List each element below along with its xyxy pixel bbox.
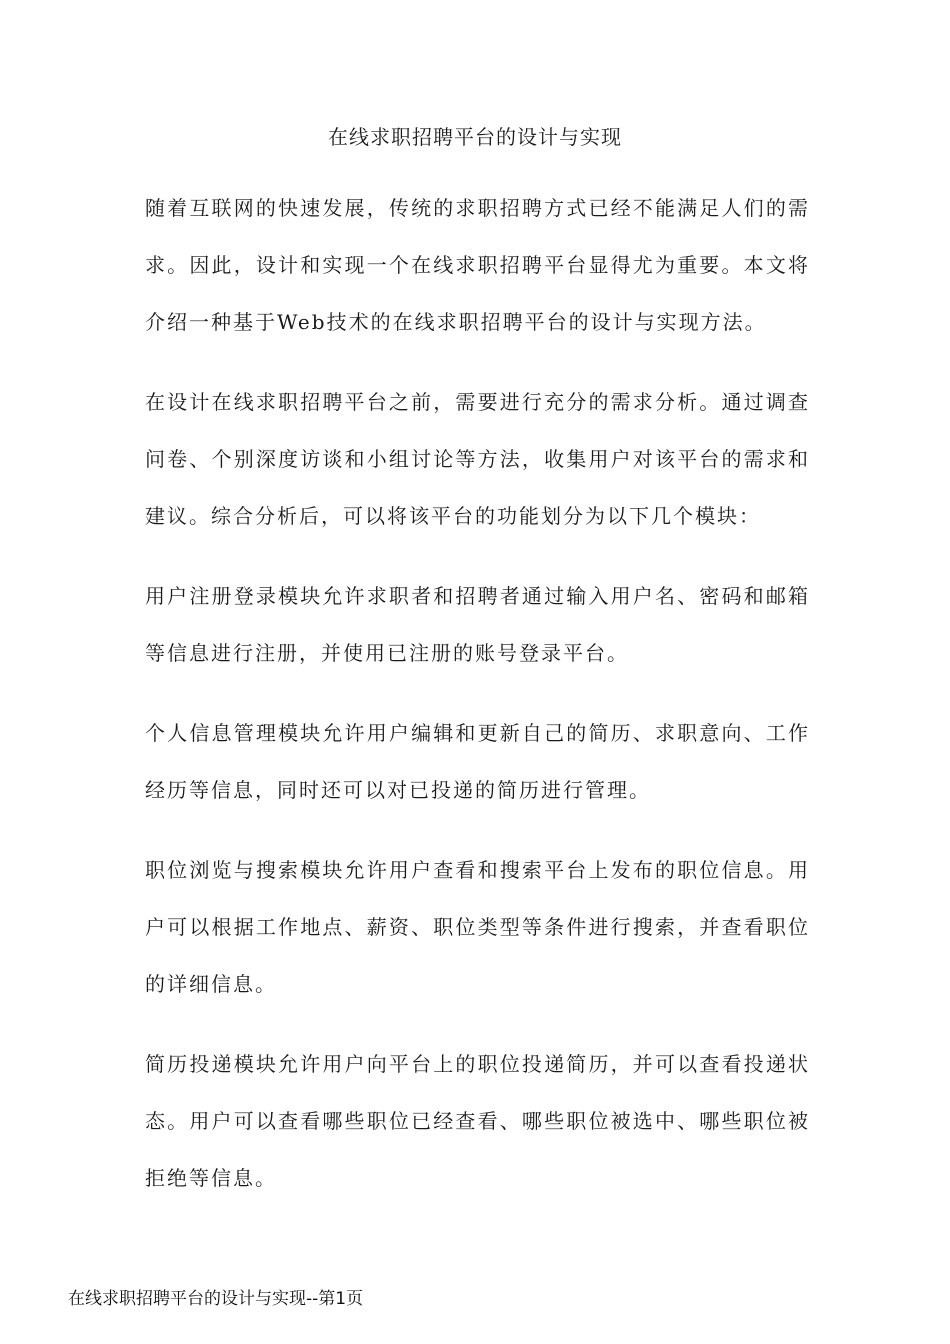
paragraph-search-module: 职位浏览与搜索模块允许用户查看和搜索平台上发布的职位信息。用户可以根据工作地点、薪资、职位类型等条件进行搜索，并查看职位的详细信息。: [145, 858, 810, 996]
document-body: [145, 180, 810, 1230]
paragraph-requirements: 在设计在线求职招聘平台之前，需要进行充分的需求分析。通过调查问卷、个别深度访谈和小组讨论等方法，收集用户对该平台的需求和建议。综合分析后，可以将该平台的功能划分为以下几个模块：: [145, 390, 810, 528]
page-footer: 在线求职招聘平台的设计与实现--第1页: [68, 1289, 364, 1309]
paragraph-profile-module: 个人信息管理模块允许用户编辑和更新自己的简历、求职意向、工作经历等信息，同时还可以对已投递的简历进行管理。: [145, 721, 810, 802]
document-title: 在线求职招聘平台的设计与实现: [328, 125, 622, 149]
paragraph-intro: 随着互联网的快速发展，传统的求职招聘方式已经不能满足人们的需求。因此，设计和实现一个在线求职招聘平台显得尤为重要。本文将介绍一种基于Web技术的在线求职招聘平台的设计与实现方法。: [145, 196, 810, 334]
paragraph-registration-module: 用户注册登录模块允许求职者和招聘者通过输入用户名、密码和邮箱等信息进行注册，并使用已注册的账号登录平台。: [145, 584, 810, 665]
paragraph-resume-module: 简历投递模块允许用户向平台上的职位投递简历，并可以查看投递状态。用户可以查看哪些职位已经查看、哪些职位被选中、哪些职位被拒绝等信息。: [145, 1052, 810, 1190]
